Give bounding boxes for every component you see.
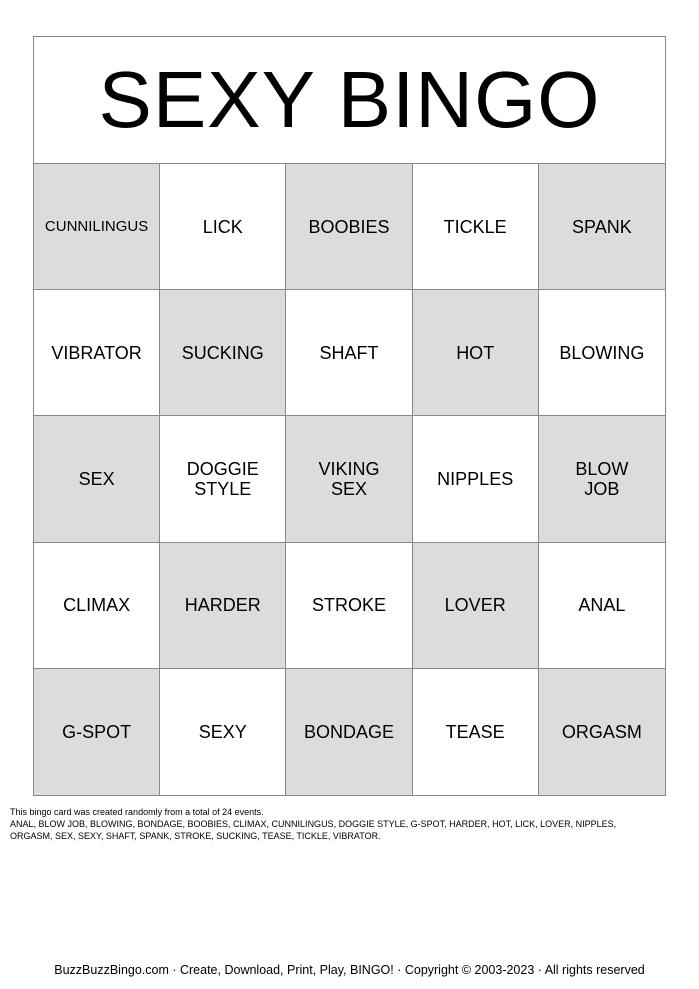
bingo-cell: SUCKING [160, 290, 286, 416]
bingo-cell: SEXY [160, 669, 286, 795]
bingo-cell: BONDAGE [286, 669, 412, 795]
bingo-cell: LOVER [413, 543, 539, 669]
note-line-2: ANAL, BLOW JOB, BLOWING, BONDAGE, BOOBIES, CLIMAX, CUNNILINGUS, DOGGIE STYLE, G-SPOT, HARDER, HOT, LICK, LOVER, NIPPLES, [10, 819, 617, 829]
bingo-cell: BLOWING [539, 290, 665, 416]
bingo-cell: SPANK [539, 164, 665, 290]
bingo-grid [34, 164, 665, 795]
bingo-cell: BLOW JOB [539, 416, 665, 542]
bingo-cell: TICKLE [413, 164, 539, 290]
bingo-cell: SEX [34, 416, 160, 542]
bingo-cell: CUNNILINGUS [34, 164, 160, 290]
bingo-cell: HOT [413, 290, 539, 416]
bingo-card [33, 36, 666, 796]
bingo-cell: SHAFT [286, 290, 412, 416]
card-title: SEXY BINGO [34, 37, 665, 164]
bingo-cell: LICK [160, 164, 286, 290]
bingo-cell: VIKING SEX [286, 416, 412, 542]
bingo-cell: BOOBIES [286, 164, 412, 290]
note-line-1: This bingo card was created randomly from a total of 24 events. [10, 807, 264, 817]
bingo-cell: ANAL [539, 543, 665, 669]
bingo-cell: STROKE [286, 543, 412, 669]
card-note [10, 806, 690, 842]
bingo-cell: TEASE [413, 669, 539, 795]
bingo-cell: VIBRATOR [34, 290, 160, 416]
bingo-cell: HARDER [160, 543, 286, 669]
bingo-cell: G-SPOT [34, 669, 160, 795]
page-footer: BuzzBuzzBingo.com · Create, Download, Print, Play, BINGO! · Copyright © 2003-2023 · All rights reserved [54, 963, 645, 977]
bingo-cell: NIPPLES [413, 416, 539, 542]
bingo-cell: ORGASM [539, 669, 665, 795]
note-line-3: ORGASM, SEX, SEXY, SHAFT, SPANK, STROKE, SUCKING, TEASE, TICKLE, VIBRATOR. [10, 831, 381, 841]
bingo-cell: DOGGIE STYLE [160, 416, 286, 542]
bingo-cell: CLIMAX [34, 543, 160, 669]
